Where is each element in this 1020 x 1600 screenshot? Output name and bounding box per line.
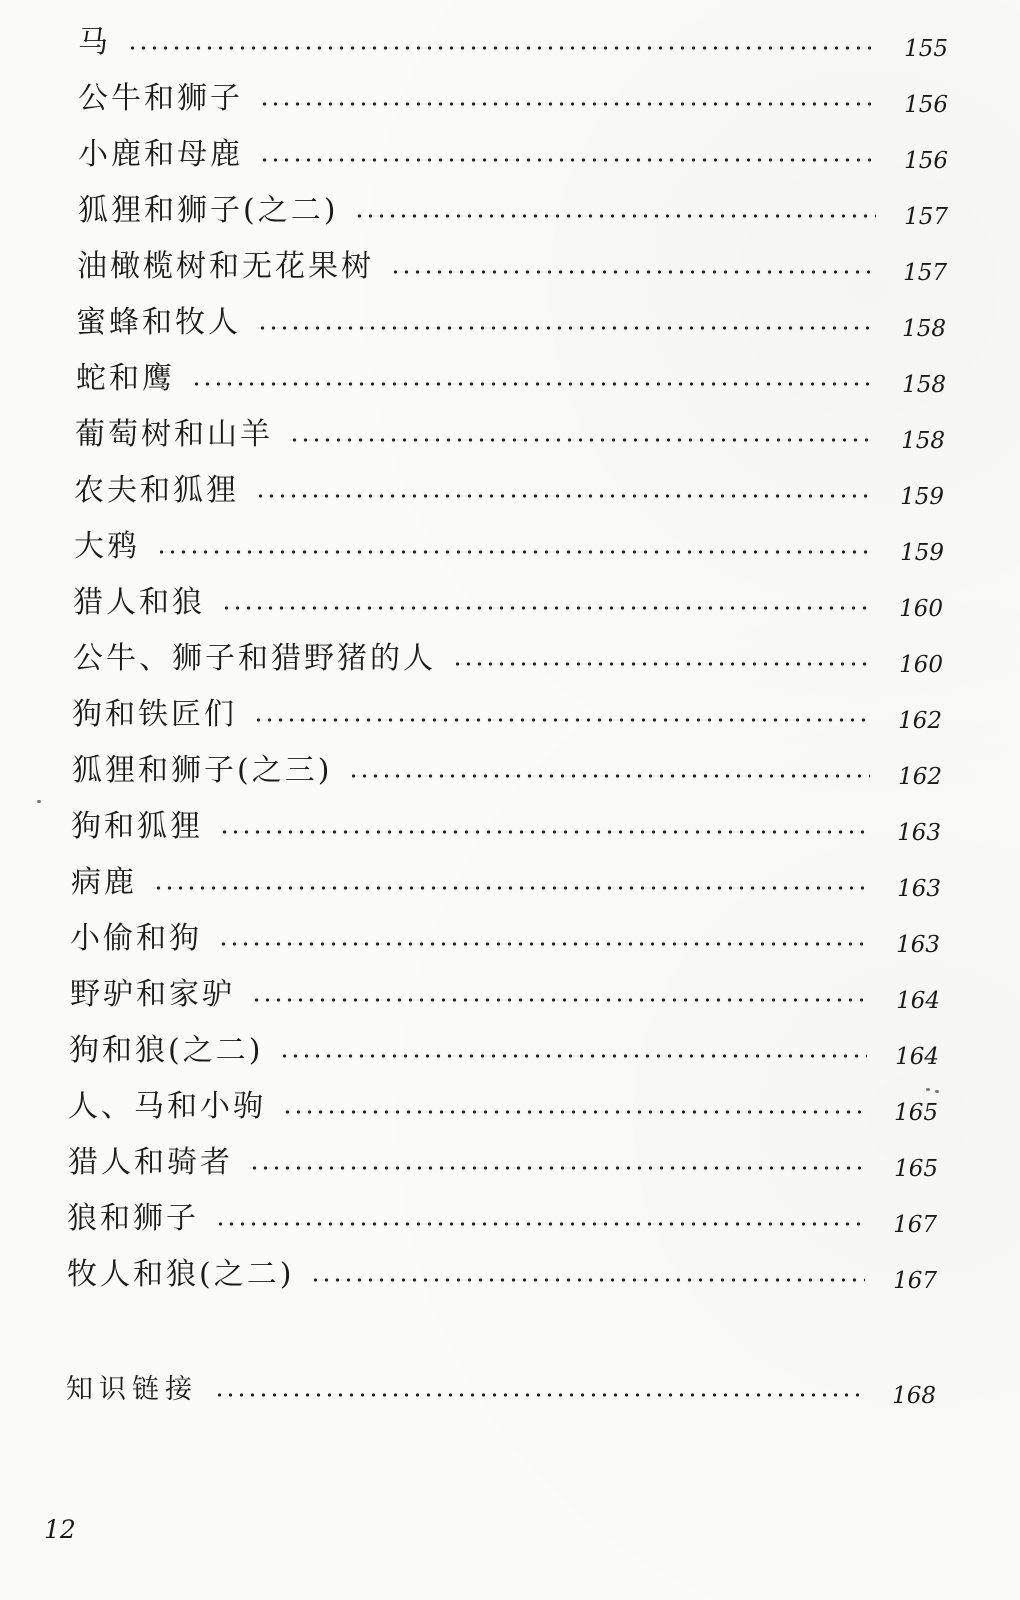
toc-entry-title: 狼和狮子 [67,1201,199,1236]
toc-entry [71,848,941,900]
paper-speck [935,1090,939,1093]
toc-entry-title: 野驴和家驴 [70,977,235,1012]
toc-entry-title: 大鸦 [74,529,140,564]
toc-entry [73,624,943,676]
toc-entry-title: 狗和铁匠们 [72,697,237,732]
toc-entry-page: 159 [900,540,944,566]
toc-appendix-entry [66,1355,936,1407]
toc-entry-title: 蛇和鹰 [76,361,175,396]
toc-entry-page: 160 [899,652,943,678]
toc-entry-title: 狐狸和狮子(之三) [72,753,333,788]
dot-leader [390,268,875,276]
toc-entry-page: 156 [904,92,948,118]
dot-leader [219,828,869,836]
dot-leader [215,1220,865,1228]
page-number: 12 [44,1515,76,1544]
dot-leader [282,1108,866,1116]
dot-leader [156,548,872,556]
dot-leader [251,996,868,1004]
dot-leader [127,44,876,52]
dot-leader [279,1052,867,1060]
toc-entry [78,64,948,116]
toc-entry-title: 狐狸和狮子(之二) [78,193,339,228]
toc-entry [68,1072,938,1124]
paper-speck [37,800,41,803]
toc-entry-title: 牧人和狼(之二) [67,1257,295,1292]
toc-entry [75,400,945,452]
toc-entry-page: 158 [901,428,945,454]
toc-entry-page: 159 [900,484,944,510]
toc-entry [72,680,942,732]
toc-entry [71,792,941,844]
toc-entry-page: 163 [896,932,940,958]
dot-leader [310,1276,865,1284]
toc-appendix-title: 知识链接 [66,1374,198,1405]
toc-entry [76,288,946,340]
toc-entry-page: 163 [897,876,941,902]
toc-entry [67,1184,937,1236]
toc-entry-title: 农夫和狐狸 [74,473,239,508]
toc-entry [78,176,948,228]
dot-leader [354,212,876,220]
toc-entry-title: 公牛和狮子 [78,81,243,116]
toc-entry-page: 155 [904,36,948,62]
toc-entry-title: 猎人和骑者 [68,1145,233,1180]
toc-entry-page: 158 [902,372,946,398]
dot-leader [249,1164,866,1172]
toc-entry-page: 164 [896,988,940,1014]
dot-leader [255,492,872,500]
toc-entry-title: 狗和狼(之二) [69,1033,264,1068]
dot-leader [191,380,874,388]
toc-entry-title: 蜜蜂和牧人 [76,305,241,340]
toc-entry-title: 人、马和小驹 [68,1089,266,1124]
dot-leader [259,156,876,164]
toc-entry-title: 狗和狐狸 [71,809,203,844]
toc-entry [73,568,943,620]
toc-entry-page: 158 [902,316,946,342]
toc-entry-title: 病鹿 [71,865,137,900]
toc-entry-title: 小偷和狗 [70,921,202,956]
toc-entry [78,8,948,60]
toc-entry-page: 167 [893,1268,937,1294]
toc-entry-page: 163 [897,820,941,846]
toc-entry [76,344,946,396]
toc-entry-page: 157 [904,204,948,230]
toc-entry [69,1016,939,1068]
dot-leader [289,436,873,444]
toc-entry [70,960,940,1012]
toc-entry-title: 公牛、狮子和猎野猪的人 [73,641,436,676]
toc-entry [70,904,940,956]
dot-leader [253,716,870,724]
toc-entry-page: 167 [893,1212,937,1238]
dot-leader [259,100,876,108]
dot-leader [452,660,871,668]
toc-entry-title: 葡萄树和山羊 [75,417,273,452]
dot-leader [257,324,874,332]
toc-entry-page: 162 [898,764,942,790]
toc-entry [78,120,948,172]
paper-speck [926,1088,930,1091]
toc-entry-page: 164 [895,1044,939,1070]
toc-entry-page: 156 [904,148,948,174]
toc-entry-page: 165 [894,1156,938,1182]
toc-entry-title: 猎人和狼 [73,585,205,620]
toc-entry [67,1240,937,1292]
toc-entry-page: 157 [903,260,947,286]
toc-entry [74,456,944,508]
toc-entry-page: 162 [898,708,942,734]
toc-entry [77,232,947,284]
dot-leader [153,884,869,892]
toc-entry [72,736,942,788]
toc-appendix-page: 168 [892,1383,936,1409]
toc-entry [74,512,944,564]
toc-entry-title: 油橄榄树和无花果树 [77,249,374,284]
toc-entry-title: 小鹿和母鹿 [78,137,243,172]
dot-leader [348,772,870,780]
toc-entry-title: 马 [78,25,111,60]
toc-entry [68,1128,938,1180]
dot-leader [218,940,868,948]
dot-leader [221,604,871,612]
dot-leader [214,1391,864,1399]
toc-entry-page: 160 [899,596,943,622]
toc-entry-page: 165 [894,1100,938,1126]
